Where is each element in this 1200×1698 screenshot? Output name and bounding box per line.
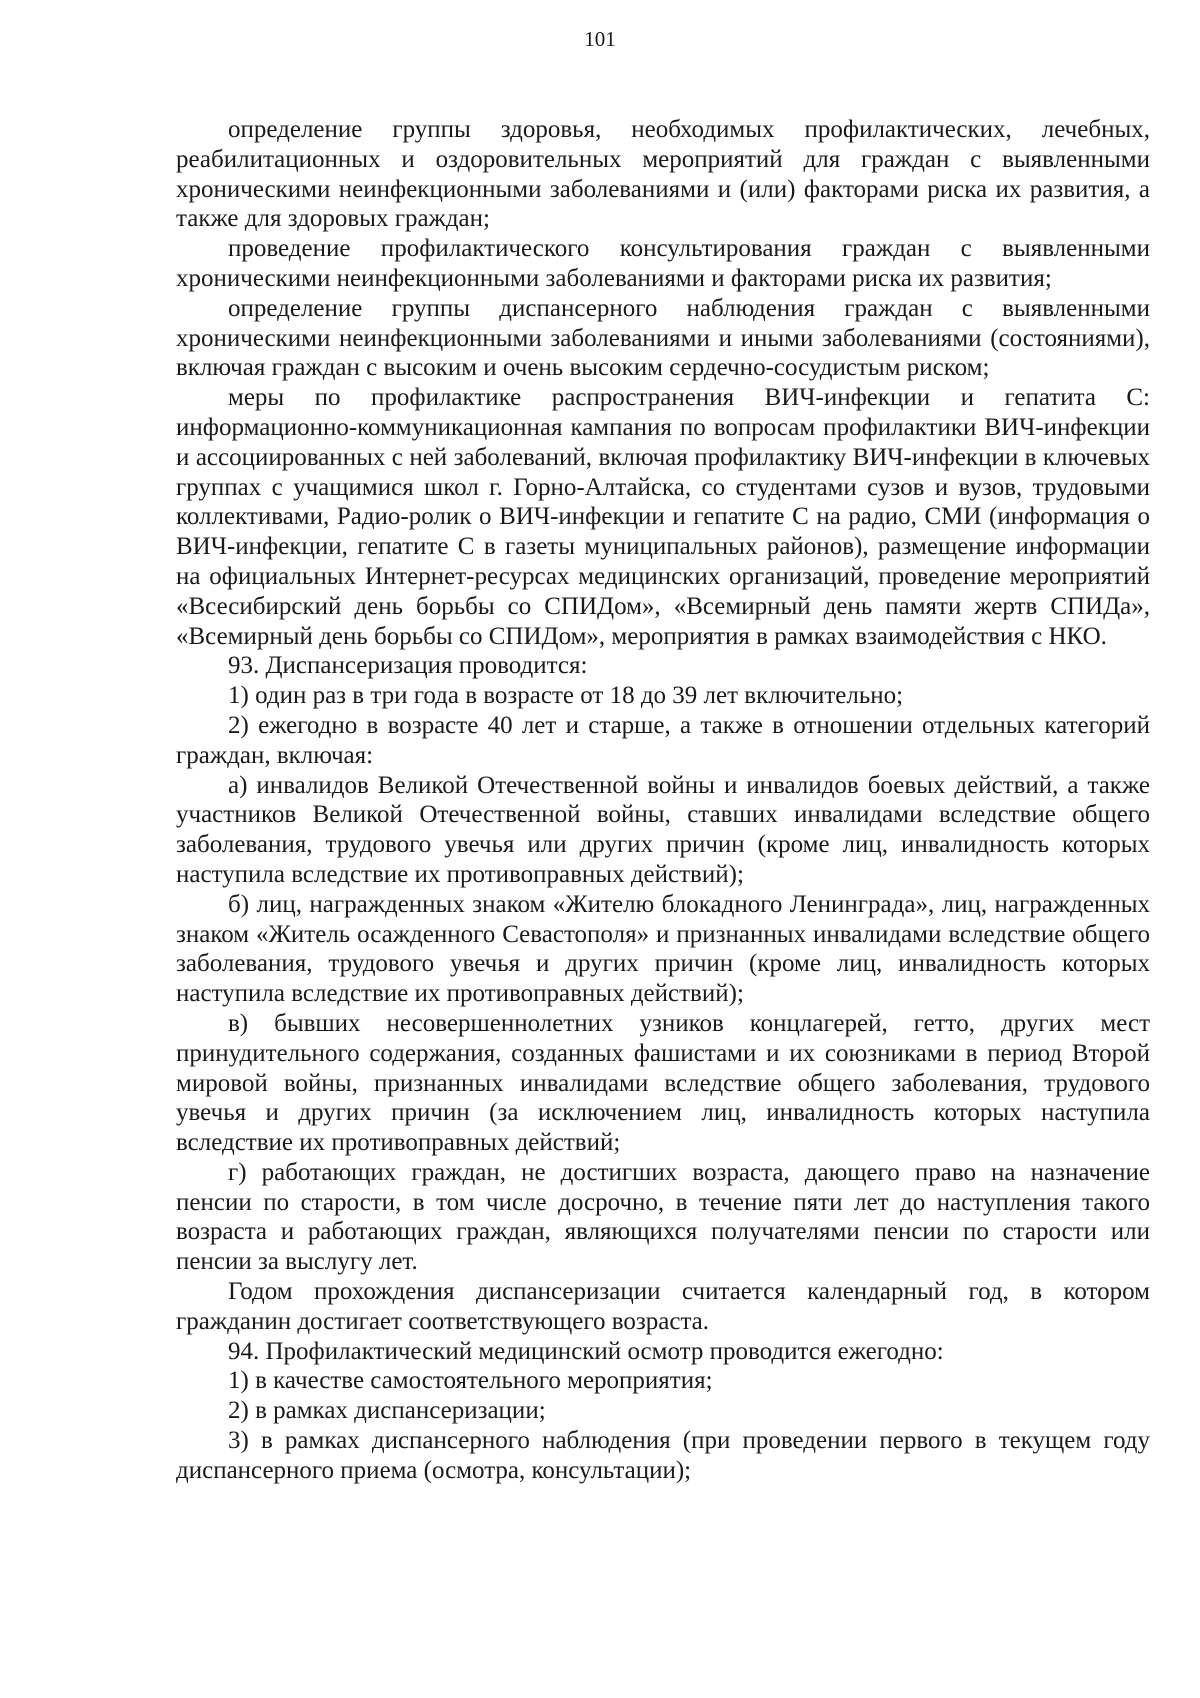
paragraph-dispensary-group: определение группы диспансерного наблюдения граждан с выявленными хроническими неинфекционными заболеваниями и иными заболеваниями (состояниями), включая граждан с высоким и очень высоким сердечно-сосудистым риском; xyxy=(176,294,1150,382)
paragraph-93-subitem-g: г) работающих граждан, не достигших возраста, дающего право на назначение пенсии по старости, в том числе досрочно, в течение пяти лет до наступления такого возраста и работающих граждан, являющихся получателями пенсии по старости или пенсии за выслугу лет. xyxy=(176,1158,1150,1276)
paragraph-93-item-2: 2) ежегодно в возрасте 40 лет и старше, а также в отношении отдельных категорий граждан, включая: xyxy=(176,711,1150,769)
paragraph-prophylactic-consulting: проведение профилактического консультирования граждан с выявленными хроническими неинфекционными заболеваниями и факторами риска их развития; xyxy=(176,235,1150,292)
document-body xyxy=(176,115,1150,1486)
paragraph-94-item-1: 1) в качестве самостоятельного мероприятия; xyxy=(228,1367,713,1395)
paragraph-hiv-prevention: меры по профилактике распространения ВИЧ-инфекции и гепатита С: информационно-коммуникационная кампания по вопросам профилактики ВИЧ-инфекции и ассоциированных с ней заболеваний, включая профилактику ВИЧ-инфекции в ключевых группах с учащимися школ г. Горно-Алтайска, со студентами сузов и вузов, трудовыми коллективами, Радио-ролик о ВИЧ-инфекции и гепатите С на радио, СМИ (информация о ВИЧ-инфекции, гепатите С в газеты муниципальных районов), размещение информации на официальных Интернет-ресурсах медицинских организаций, проведение мероприятий «Всесибирский день борьбы со СПИДом», «Всемирный день памяти жертв СПИДа», «Всемирный день борьбы со СПИДом», мероприятия в рамках взаимодействия с НКО. xyxy=(176,384,1150,650)
paragraph-93-subitem-v: в) бывших несовершеннолетних узников концлагерей, гетто, других мест принудительного содержания, созданных фашистами и их союзниками в период Второй мировой войны, признанных инвалидами вследствие общего заболевания, трудового увечья и других причин (за исключением лиц, инвалидность которых наступила вследствие их противоправных действий; xyxy=(176,1009,1150,1157)
paragraph-section-93: 93. Диспансеризация проводится: xyxy=(228,652,588,680)
paragraph-93-item-1: 1) один раз в три года в возрасте от 18 до 39 лет включительно; xyxy=(228,682,904,710)
paragraph-94-item-2: 2) в рамках диспансеризации; xyxy=(228,1397,546,1425)
paragraph-health-group: определение группы здоровья, необходимых профилактических, лечебных, реабилитационных и оздоровительных мероприятий для граждан с выявленными хроническими неинфекционными заболеваниями и (или) факторами риска их развития, а также для здоровых граждан; xyxy=(176,116,1150,233)
paragraph-93-subitem-a: а) инвалидов Великой Отечественной войны и инвалидов боевых действий, а также участников Великой Отечественной войны, ставших инвалидами вследствие общего заболевания, трудового увечья или других причин (кроме лиц, инвалидность которых наступила вследствие их противоправных действий); xyxy=(176,771,1150,888)
paragraph-94-item-3: 3) в рамках диспансерного наблюдения (при проведении первого в текущем году диспансерного приема (осмотра, консультации); xyxy=(176,1427,1150,1484)
page-number: 101 xyxy=(584,27,616,51)
paragraph-dispensarization-year: Годом прохождения диспансеризации считается календарный год, в котором гражданин достигает соответствующего возраста. xyxy=(176,1278,1150,1335)
paragraph-93-subitem-b: б) лиц, награжденных знаком «Жителю блокадного Ленинграда», лиц, награжденных знаком «Житель осажденного Севастополя» и признанных инвалидами вследствие общего заболевания, трудового увечья и других причин (кроме лиц, инвалидность которых наступила вследствие их противоправных действий); xyxy=(176,890,1150,1008)
paragraph-section-94: 94. Профилактический медицинский осмотр проводится ежегодно: xyxy=(228,1337,944,1365)
